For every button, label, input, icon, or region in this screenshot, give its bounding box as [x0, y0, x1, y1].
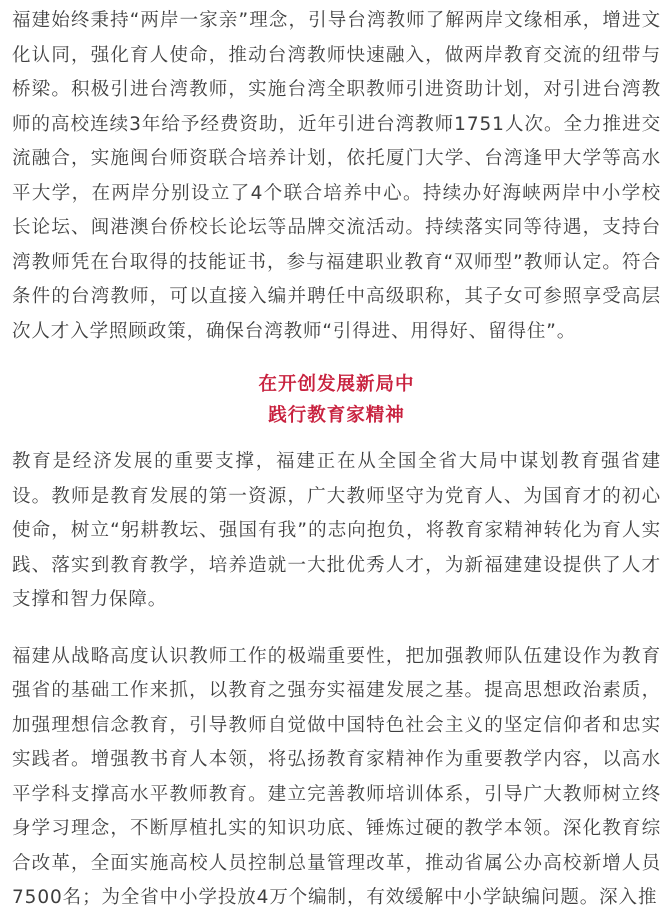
article-body: [12, 4, 661, 916]
paragraph-taiwan-teachers: 福建始终秉持“两岸一家亲”理念，引导台湾教师了解两岸文缘相承，增进文化认同，强化育人使命，推动台湾教师快速融入，做两岸教育交流的纽带与桥梁。积极引进台湾教师，实施台湾全职教师引进资助计划，对引进台湾教师的高校连续3年给予经费资助，近年引进台湾教师1751人次。全力推进交流融合，实施闽台师资联合培养计划，依托厦门大学、台湾逢甲大学等高水平大学，在两岸分别设立了4个联合培养中心。持续办好海峡两岸中小学校长论坛、闽港澳台侨校长论坛等品牌交流活动。持续落实同等待遇，支持台湾教师凭在台取得的技能证书，参与福建职业教育“双师型”教师认定。符合条件的台湾教师，可以直接入编并聘任中高级职称，其子女可参照享受高层次人才入学照顾政策，确保台湾教师“引得进、用得好、留得住”。: [12, 10, 661, 342]
paragraph-teacher-work: 福建从战略高度认识教师工作的极端重要性，把加强教师队伍建设作为教育强省的基础工作来抓，以教育之强夯实福建发展之基。提高思想政治素质，加强理想信念教育，引导教师自觉做中国特色社会主义的坚定信仰者和忠实实践者。增强教书育人本领，将弘扬教育家精神作为重要教学内容，以高水平学科支撑高水平教师教育。建立完善教师培训体系，引导广大教师树立终身学习理念，不断厚植扎实的知识功底、锤炼过硬的教学本领。深化教育综合改革，全面实施高校人员控制总量管理改革，推动省属公办高校新增人员7500名；为全省中小学投放4万个编制，有效缓解中小学缺编问题。深入推: [12, 645, 661, 908]
section-heading-line-2: 践行教育家精神: [268, 405, 405, 426]
section-heading: [12, 369, 661, 431]
section-heading-line-1: 在开创发展新局中: [258, 374, 415, 395]
paragraph-education-support: 教育是经济发展的重要支撑，福建正在从全国全省大局中谋划教育强省建设。教师是教育发展的第一资源，广大教师坚守为党育人、为国育才的初心使命，树立“躬耕教坛、强国有我”的志向抱负，将教育家精神转化为育人实践、落实到教育教学，培养造就一大批优秀人才，为新福建建设提供了人才支撑和智力保障。: [12, 451, 661, 610]
